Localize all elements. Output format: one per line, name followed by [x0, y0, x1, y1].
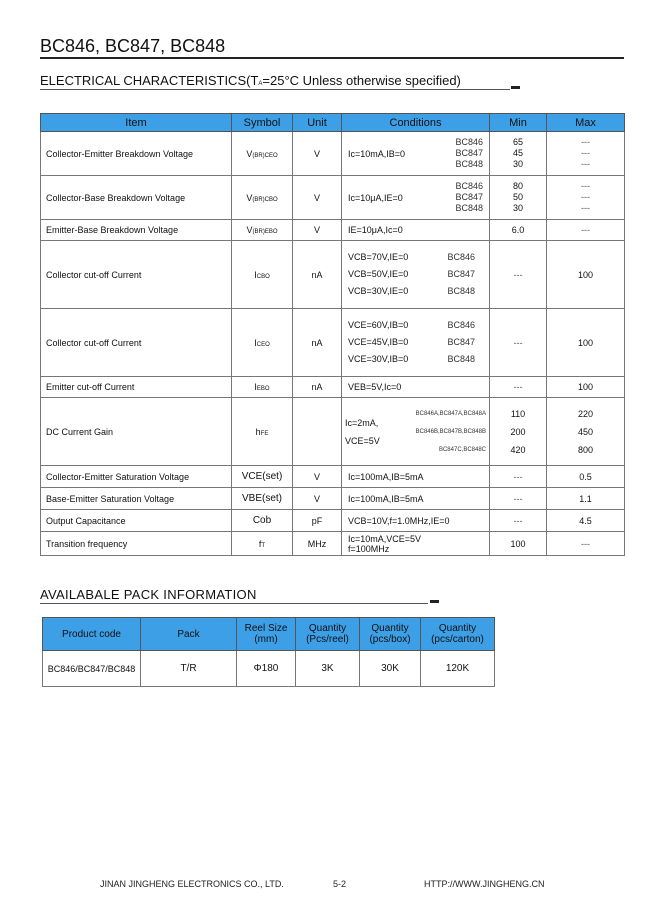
section-mark: [430, 600, 439, 603]
section-rule: [40, 603, 428, 604]
footer-page-number: 5-2: [333, 879, 347, 889]
pack-cell: T/R: [141, 651, 237, 687]
symbol-cell: ICBO: [232, 241, 293, 309]
section-mark: [511, 86, 520, 89]
unit-cell: V: [293, 466, 342, 488]
item-cell: Output Capacitance: [41, 510, 232, 532]
unit-cell: nA: [293, 377, 342, 398]
unit-cell: V: [293, 488, 342, 510]
symbol-cell: fT: [232, 532, 293, 556]
page-title: BC846, BC847, BC848: [40, 36, 226, 56]
item-cell: Collector cut-off Current: [41, 241, 232, 309]
max-cell: 100: [547, 377, 625, 398]
min-cell: ---: [490, 510, 547, 532]
max-cell: ---: [547, 220, 625, 241]
conditions-cell: VCB=70V,IE=0 VCB=50V,IE=0 VCB=30V,IE=0 BC846 BC847 BC848: [342, 241, 490, 309]
table-row: [41, 220, 625, 241]
qty-carton-cell: 120K: [421, 651, 495, 687]
min-cell: 65 45 30: [490, 132, 547, 176]
header-max: Max: [547, 114, 625, 132]
pack-header-row: [43, 618, 495, 651]
table-row: [41, 488, 625, 510]
table-row: [41, 377, 625, 398]
item-cell: Transition frequency: [41, 532, 232, 556]
footer-url[interactable]: HTTP://WWW.JINGHENG.CN: [424, 879, 545, 889]
max-cell: 100: [547, 309, 625, 377]
condition-text: Ic=10mA,IB=0: [348, 148, 406, 159]
table-header-row: [41, 114, 625, 132]
table-row: [41, 309, 625, 377]
symbol-cell: IEBO: [232, 377, 293, 398]
title-rule: [40, 57, 624, 59]
symbol-cell: VBE(set): [232, 488, 293, 510]
unit-cell: MHz: [293, 532, 342, 556]
max-cell: ---: [547, 532, 625, 556]
table-row: [41, 241, 625, 309]
conditions-cell: Ic=10mA,IB=0 BC846 BC847 BC848: [342, 132, 490, 176]
section-rule: [40, 89, 510, 90]
conditions-cell: Ic=100mA,IB=5mA: [342, 466, 490, 488]
item-cell: Collector-Emitter Saturation Voltage: [41, 466, 232, 488]
unit-cell: [293, 398, 342, 466]
min-cell: 80 50 30: [490, 176, 547, 220]
condition-text: Ic=10μA,IE=0: [348, 192, 403, 203]
header-qty-carton: Quantity (pcs/carton): [421, 618, 495, 651]
section-heading-sub: A: [258, 81, 263, 87]
min-cell: 6.0: [490, 220, 547, 241]
pack-information-table: [42, 617, 495, 687]
min-cell: 100: [490, 532, 547, 556]
min-cell: ---: [490, 241, 547, 309]
unit-cell: pF: [293, 510, 342, 532]
item-cell: Emitter-Base Breakdown Voltage: [41, 220, 232, 241]
item-cell: Base-Emitter Saturation Voltage: [41, 488, 232, 510]
reel-size-cell: Φ180: [237, 651, 296, 687]
footer-company: JINAN JINGHENG ELECTRONICS CO., LTD.: [100, 879, 284, 889]
max-cell: --- --- ---: [547, 176, 625, 220]
min-cell: ---: [490, 466, 547, 488]
header-symbol: Symbol: [232, 114, 293, 132]
conditions-cell: Ic=10μA,IE=0 BC846 BC847 BC848: [342, 176, 490, 220]
max-cell: 1.1: [547, 488, 625, 510]
symbol-cell: Cob: [232, 510, 293, 532]
product-code-cell: BC846/BC847/BC848: [43, 651, 141, 687]
header-reel-size: Reel Size (mm): [237, 618, 296, 651]
section-electrical-heading: [40, 73, 461, 88]
item-cell: Collector cut-off Current: [41, 309, 232, 377]
item-cell: Collector-Emitter Breakdown Voltage: [41, 132, 232, 176]
symbol-cell: ICEO: [232, 309, 293, 377]
header-product-code: Product code: [43, 618, 141, 651]
conditions-cell: Ic=100mA,IB=5mA: [342, 488, 490, 510]
header-conditions: Conditions: [342, 114, 490, 132]
header-min: Min: [490, 114, 547, 132]
table-row: [41, 532, 625, 556]
section-pack-heading: AVAILABALE PACK INFORMATION: [40, 587, 257, 602]
conditions-cell: VCB=10V,f=1.0MHz,IE=0: [342, 510, 490, 532]
unit-cell: nA: [293, 309, 342, 377]
symbol-cell: V(BR)CBO: [232, 176, 293, 220]
table-row: [43, 651, 495, 687]
conditions-cell: VCE=60V,IB=0 VCE=45V,IB=0 VCE=30V,IB=0 BC846 BC847 BC848: [342, 309, 490, 377]
table-row: [41, 466, 625, 488]
symbol-cell: V(BR)CEO: [232, 132, 293, 176]
unit-cell: V: [293, 132, 342, 176]
conditions-cell: Ic=2mA, VCE=5V BC846A,BC847A,BC848A BC846B,BC847B,BC848B BC847C,BC848C: [342, 398, 490, 466]
symbol-cell: VCE(set): [232, 466, 293, 488]
qty-reel-cell: 3K: [296, 651, 360, 687]
electrical-characteristics-table: [40, 113, 625, 556]
min-cell: ---: [490, 309, 547, 377]
table-row: [41, 398, 625, 466]
header-item: Item: [41, 114, 232, 132]
min-cell: ---: [490, 377, 547, 398]
min-cell: ---: [490, 488, 547, 510]
header-qty-reel: Quantity (Pcs/reel): [296, 618, 360, 651]
unit-cell: V: [293, 220, 342, 241]
max-cell: 4.5: [547, 510, 625, 532]
section-heading-text: ELECTRICAL CHARACTERISTICS(T: [40, 73, 259, 88]
item-cell: DC Current Gain: [41, 398, 232, 466]
symbol-cell: hFE: [232, 398, 293, 466]
max-cell: --- --- ---: [547, 132, 625, 176]
max-cell: 0.5: [547, 466, 625, 488]
qty-box-cell: 30K: [360, 651, 421, 687]
item-cell: Collector-Base Breakdown Voltage: [41, 176, 232, 220]
max-cell: 220 450 800: [547, 398, 625, 466]
table-row: [41, 510, 625, 532]
header-unit: Unit: [293, 114, 342, 132]
item-cell: Emitter cut-off Current: [41, 377, 232, 398]
conditions-cell: VEB=5V,Ic=0: [342, 377, 490, 398]
table-row: [41, 176, 625, 220]
min-cell: 110 200 420: [490, 398, 547, 466]
unit-cell: nA: [293, 241, 342, 309]
conditions-cell: IE=10μA,Ic=0: [342, 220, 490, 241]
header-pack: Pack: [141, 618, 237, 651]
header-qty-box: Quantity (pcs/box): [360, 618, 421, 651]
conditions-cell: Ic=10mA,VCE=5V f=100MHz: [342, 532, 490, 556]
symbol-cell: V(BR)EBO: [232, 220, 293, 241]
max-cell: 100: [547, 241, 625, 309]
section-heading-text-end: =25°C Unless otherwise specified): [262, 73, 461, 88]
unit-cell: V: [293, 176, 342, 220]
table-row: [41, 132, 625, 176]
